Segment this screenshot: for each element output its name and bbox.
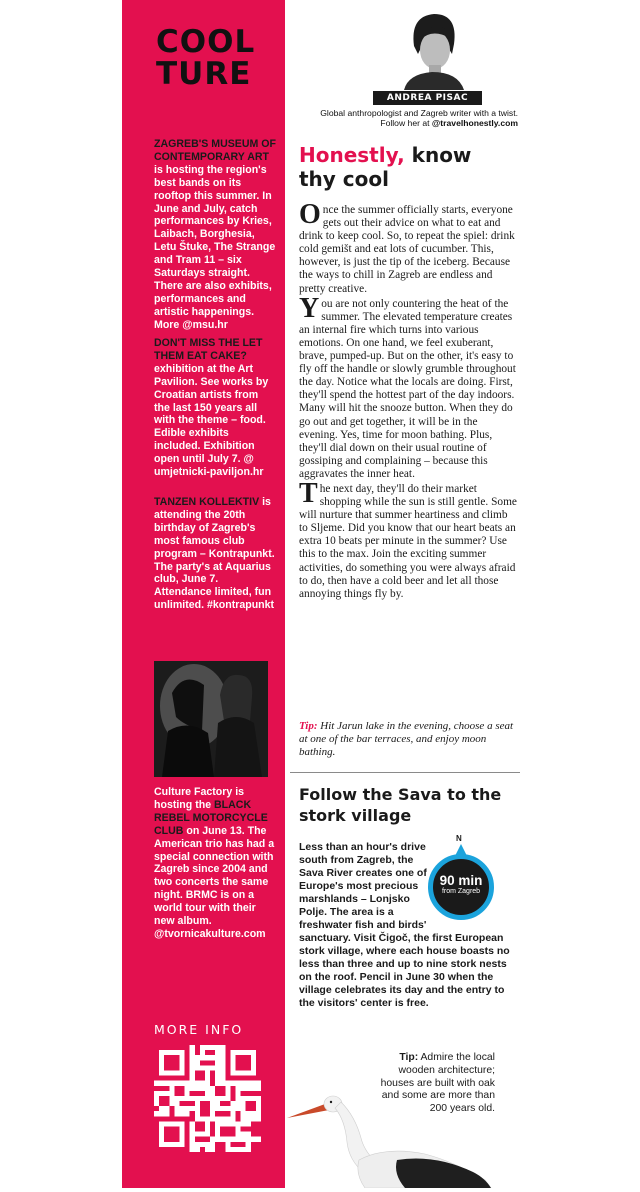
brmc-text-before: Culture Factory is hosting the [154, 786, 245, 811]
msu-highlight: ZAGREB'S MUSEUM OF CONTEMPORARY ART [154, 138, 276, 163]
section-divider [290, 772, 520, 773]
msu-text: is hosting the region's best bands on its rooftop this summer. In June and July, catch performances by Kries, Laibach, Borghesia, Letu Štuke, The Strange and Tram 11 – six Saturdays straight. There are also exhibits, performances and artistic happenings. More @msu.hr [154, 163, 276, 331]
more-info-label: MORE INFO [154, 1022, 244, 1037]
title-line-1: COOL [156, 24, 256, 60]
article-tip [299, 720, 518, 759]
band-photo [154, 661, 268, 777]
tip-label: Tip: [299, 720, 318, 732]
sava-paragraph: Less than an hour's drive south from Zagreb, the Sava River creates one of Europe's most precious marshlands – Lonjsko Polje. The area is a freshwater fish and birds' sanctuary. Visit Čigoč, the first European stork village, where each house boasts no less than three and up to nine stork nests on the roof. Pencil in June 30 when the village celebrates its day and the entry to the visitors' center is free. [299, 841, 510, 1009]
article-paragraph-2 [299, 292, 518, 481]
sava-tip-label: Tip: [399, 1052, 419, 1063]
tanzen-text: is attending the 20th birthday of Zagreb's most famous club program – Kontrapunkt. The party's at Aquarius club, June 7. Attendance limited, fun unlimited. #kontrapunkt [154, 496, 275, 612]
distance-from: from Zagreb [441, 888, 481, 895]
drop-cap: T [299, 477, 318, 509]
author-bio [318, 108, 518, 128]
paragraph-text: ou are not only countering the heat of the summer. The elevated temperature creates an internal fire which turns into various emotions. On one hand, we feel exuberant, brave, pumped-up. But on the other, it's easy to fly off the handle or slowly grumble throughout the day. Notice what the locals are doing. First, they'll spend the hottest part of the day indoors. Many will hit the snooze button. When they do go out and get together, it will be in the evening. Yes, time for moon bathing. Plus, they'll dial down on their usual routine of gossiping and complaining – because this aggravates the inner heat. [299, 297, 516, 480]
paragraph-text: he next day, they'll do their market shopping while the sun is still gentle. Some will nurture that summer heartiness and climb to Sljeme. Did you know that our heart beats an extra 10 beats per minute in the summer? Use this to the max. Join the exciting summer activities, do something you were always afraid to do, then have a cold beer and let all those annoying things fly by. [299, 482, 517, 600]
paragraph-text: nce the summer officially starts, everyone gets out their advice on what to eat and drink to keep cool. So, to repeat the spiel: drink cold gemišt and eat lots of cucumber. This, however, is just the tip of the iceberg. Because the ways to chill in Zagreb are endless and pretty creative. [299, 204, 515, 295]
brmc-listing [154, 786, 276, 941]
cake-highlight: DON'T MISS THE LET THEM EAT CAKE? [154, 337, 263, 362]
sava-tip-text: Admire the local wooden architecture; houses are built with oak and some are more than 200 years old. [380, 1052, 495, 1115]
tip-text: Hit Jarun lake in the evening, choose a seat at one of the bar terraces, and enjoy moon bathing. [299, 720, 514, 758]
tanzen-highlight: TANZEN KOLLEKTIV [154, 496, 260, 508]
author-name-tag: ANDREA PISAC [373, 91, 482, 105]
author-photo [396, 10, 471, 90]
headline-rest: know thy cool [299, 143, 472, 191]
cake-text: exhibition at the Art Pavilion. See works by Croatian artists from the last 150 years all with the theme – food. Edible exhibits included. Exhibition open until July 7. @ umjetnicki-paviljon.hr [154, 362, 269, 479]
drop-cap: O [299, 199, 321, 230]
article-paragraph-3 [299, 477, 518, 601]
sidebar-title [156, 26, 255, 90]
cake-listing [154, 337, 276, 479]
drop-cap: Y [299, 292, 320, 324]
stork-illustration [285, 1050, 495, 1188]
distance-circle [428, 854, 494, 920]
article-body [299, 199, 518, 603]
brmc-text-after: on June 13. The American trio has had a special connection with Zagreb since 2004 and two concerts the same night. BRMC is on a world tour with their new album. @tvornicakulture.com [154, 824, 275, 940]
sava-headline: Follow the Sava to the stork village [299, 785, 502, 825]
distance-badge [425, 834, 505, 914]
title-line-2: TURE [156, 56, 252, 92]
brmc-highlight: BLACK REBEL MOTORCYCLE CLUB [154, 798, 268, 837]
tanzen-listing [154, 496, 276, 612]
author-handle-link[interactable]: @travelhonestly.com [431, 118, 518, 128]
culture-sidebar [122, 0, 285, 1188]
north-label: N [456, 834, 462, 843]
distance-minutes: 90 min [439, 873, 483, 888]
article-paragraph-1 [299, 199, 518, 296]
author-bio-text: Global anthropologist and Zagreb writer with a twist. Follow her at [320, 108, 518, 128]
msu-listing [154, 138, 276, 332]
headline-accent: Honestly, [299, 143, 405, 167]
qr-code[interactable] [154, 1045, 261, 1152]
article-headline [299, 143, 514, 191]
